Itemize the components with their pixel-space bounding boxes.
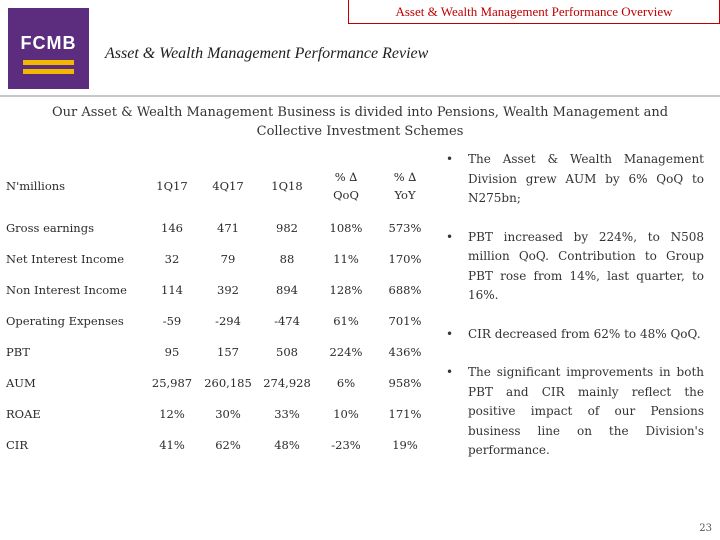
- key-point: [446, 363, 704, 461]
- cell-qoq: 128%: [329, 282, 363, 297]
- cell-4q17: 79: [220, 251, 236, 266]
- cell-qoq: 6%: [336, 375, 356, 390]
- cell-yoy: 573%: [388, 220, 422, 235]
- row-label: ROAE: [6, 406, 41, 421]
- cell-4q17: -294: [215, 313, 241, 328]
- logo-bar-top: [23, 60, 74, 65]
- table-row: [6, 367, 434, 398]
- cell-qoq: 11%: [333, 251, 359, 266]
- cell-4q17: 62%: [215, 437, 241, 452]
- header-label: N'millions: [6, 179, 66, 193]
- bullet-icon: •: [446, 326, 454, 341]
- cell-1q18: 508: [276, 344, 298, 359]
- header-1q17: 1Q17: [156, 179, 188, 193]
- cell-4q17: 392: [217, 282, 239, 297]
- header-qoq-label: QoQ: [333, 188, 359, 202]
- cell-4q17: 260,185: [204, 375, 252, 390]
- key-points-list: [446, 150, 704, 461]
- key-point: [446, 228, 704, 306]
- table-row: [6, 305, 434, 336]
- cell-yoy: 958%: [388, 375, 422, 390]
- cell-yoy: 688%: [388, 282, 422, 297]
- header-yoy-symbol: % ∆: [393, 170, 417, 184]
- subtitle-line-2: Collective Investment Schemes: [256, 124, 464, 139]
- header-qoq-change: [316, 160, 376, 212]
- header-banner: [348, 0, 720, 24]
- key-point: [446, 325, 704, 345]
- cell-1q18: 33%: [274, 406, 300, 421]
- table-row: [6, 429, 434, 460]
- cell-1q17: 25,987: [151, 375, 193, 390]
- cell-1q18: 894: [276, 282, 298, 297]
- fcmb-logo: [8, 8, 89, 89]
- cell-1q18: 48%: [274, 437, 300, 452]
- bullet-icon: •: [446, 365, 454, 379]
- cell-yoy: 701%: [388, 313, 422, 328]
- cell-4q17: 30%: [215, 406, 241, 421]
- cell-yoy: 170%: [388, 251, 422, 266]
- subtitle-line-1: Our Asset & Wealth Management Business is divided into Pensions, Wealth Management and: [51, 105, 669, 120]
- cell-1q17: -59: [162, 313, 182, 328]
- bullet-icon: •: [446, 229, 454, 244]
- row-label: Gross earnings: [6, 220, 94, 235]
- key-point: [446, 150, 704, 209]
- header-yoy-change: [376, 160, 434, 212]
- header-banner-text: Asset & Wealth Management Performance Overview: [395, 3, 673, 19]
- cell-yoy: 436%: [388, 344, 422, 359]
- row-label: Non Interest Income: [6, 282, 127, 297]
- header-qoq-symbol: % ∆: [334, 170, 358, 184]
- cell-1q17: 114: [161, 282, 183, 297]
- cell-yoy: 171%: [388, 406, 422, 421]
- table-row: [6, 243, 434, 274]
- cell-1q17: 146: [161, 220, 183, 235]
- cell-1q18: 982: [276, 220, 298, 235]
- cell-1q18: 274,928: [263, 375, 311, 390]
- cell-1q17: 12%: [159, 406, 185, 421]
- cell-yoy: 19%: [392, 437, 418, 452]
- row-label: PBT: [6, 344, 30, 359]
- cell-1q17: 95: [164, 344, 180, 359]
- key-point-text: The significant improvements in both PBT and CIR mainly reflect the positive impact of our Pensions business line on the Division's performance.: [468, 365, 704, 457]
- row-label: Operating Expenses: [6, 313, 124, 328]
- cell-qoq: 224%: [329, 344, 363, 359]
- key-point-text: CIR decreased from 62% to 48% QoQ.: [468, 326, 701, 341]
- slide-title: Asset & Wealth Management Performance Review: [105, 45, 429, 62]
- cell-qoq: 108%: [329, 220, 363, 235]
- table-row: [6, 274, 434, 305]
- header-yoy-label: YoY: [394, 188, 416, 202]
- header-4q17: 4Q17: [212, 179, 244, 193]
- bullet-icon: •: [446, 152, 454, 166]
- cell-1q17: 32: [164, 251, 180, 266]
- page-number: 23: [699, 523, 712, 534]
- logo-text: FCMB: [20, 33, 77, 53]
- table-row: [6, 336, 434, 367]
- slide-subtitle: [20, 103, 700, 141]
- table-row: [6, 212, 434, 243]
- cell-1q17: 41%: [159, 437, 185, 452]
- cell-1q18: 88: [279, 251, 295, 266]
- row-label: AUM: [6, 375, 36, 390]
- table-header-row: [6, 160, 434, 212]
- key-point-text: The Asset & Wealth Management Division grew AUM by 6% QoQ to N275bn;: [468, 152, 704, 205]
- cell-4q17: 157: [217, 344, 239, 359]
- row-label: CIR: [6, 437, 29, 452]
- title-divider: [0, 95, 720, 97]
- performance-table: [6, 160, 434, 460]
- header-1q18: 1Q18: [271, 179, 303, 193]
- cell-4q17: 471: [217, 220, 239, 235]
- cell-qoq: 61%: [333, 313, 359, 328]
- table-row: [6, 398, 434, 429]
- cell-qoq: -23%: [331, 437, 361, 452]
- cell-1q18: -474: [274, 313, 300, 328]
- row-label: Net Interest Income: [6, 251, 125, 266]
- cell-qoq: 10%: [333, 406, 359, 421]
- logo-bar-bottom: [23, 69, 74, 74]
- key-point-text: PBT increased by 224%, to N508 million QoQ. Contribution to Group PBT rose from 14%, last quarter, to 16%.: [468, 229, 704, 302]
